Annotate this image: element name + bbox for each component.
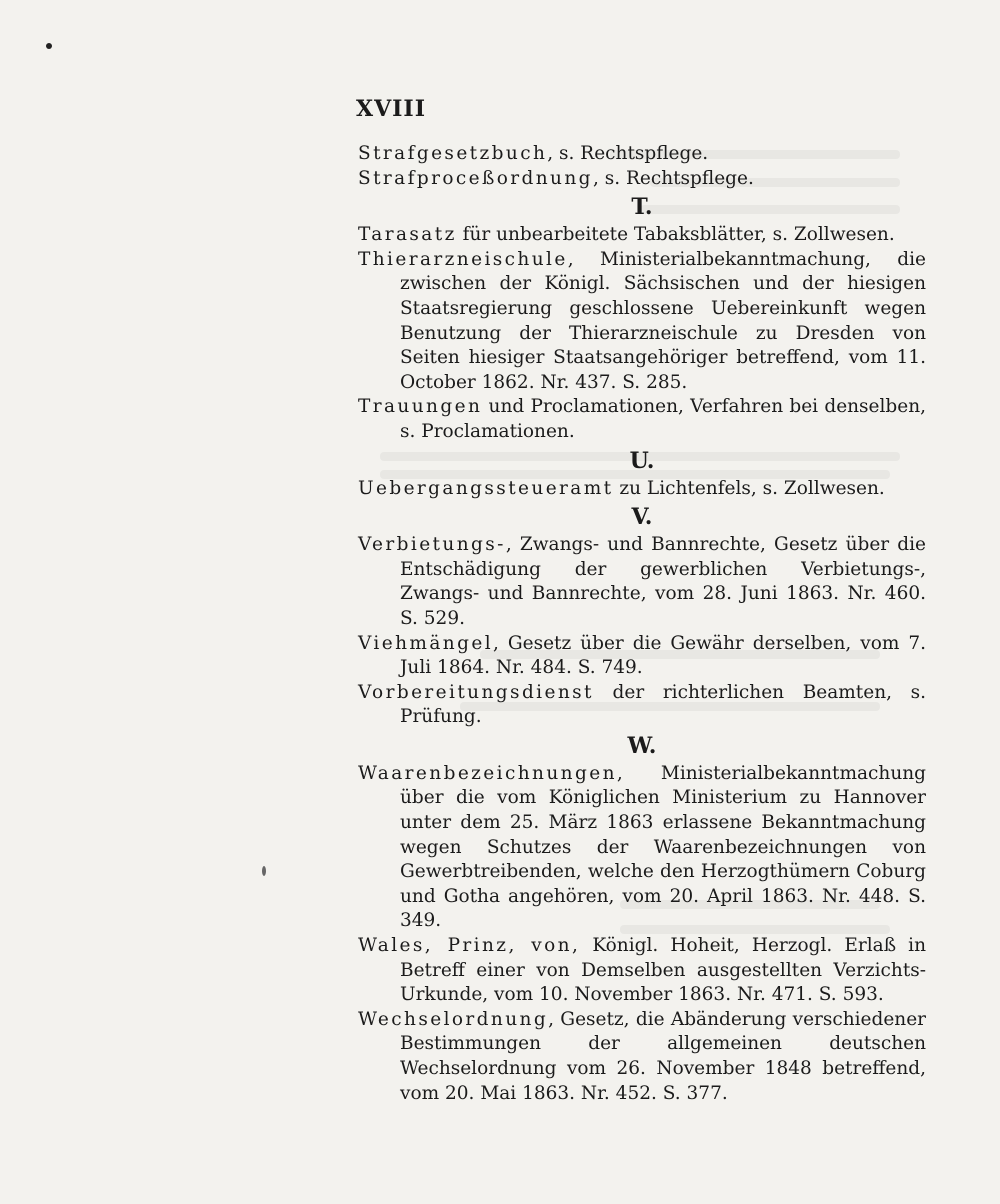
- entry-lemma: Wechselordnung: [358, 1008, 549, 1030]
- section-letter-heading: V.: [631, 504, 653, 531]
- index-content: [358, 142, 926, 1106]
- entry-lemma: Verbietungs-: [358, 534, 506, 556]
- index-entry: [358, 934, 926, 1008]
- entry-text: der richterlichen Beamten, s. Prüfung.: [400, 681, 926, 728]
- index-entry: [358, 762, 926, 934]
- entry-text: und Proclamationen, Verfahren bei denselben, s. Proclamationen.: [400, 396, 926, 442]
- entry-text: , Ministerialbekanntmachung, die zwischen der Königl. Sächsischen und der hiesigen Staatsregierung geschlossene Uebereinkunft wegen Benutzung der Thierarzneischule zu Dresden von Seiten hiesiger Staatsangehöriger betreffend, vom 11. October 1862. Nr. 437. S. 285.: [400, 248, 926, 393]
- index-entry: [358, 223, 926, 248]
- section-letter-heading: U.: [629, 447, 655, 474]
- index-section: [358, 447, 926, 502]
- section-letter-heading: W.: [627, 732, 657, 759]
- entry-lemma: Vorbereitungsdienst: [358, 681, 594, 703]
- entry-text: , s. Rechtspflege.: [592, 167, 754, 189]
- entry-text: , Zwangs- und Bannrechte, Gesetz über die Entschädigung der gewerblichen Verbietungs-, Zwangs- und Bannrechte, vom 28. Juni 1863. Nr. 460. S. 529.: [400, 534, 926, 629]
- index-entry: [358, 167, 926, 192]
- entry-text: , Gesetz über die Gewähr derselben, vom 7. Juli 1864. Nr. 484. S. 749.: [400, 632, 926, 679]
- page-number: XVIII: [356, 96, 427, 122]
- ink-speck: [262, 866, 266, 876]
- entry-lemma: Viehmängel: [358, 632, 494, 654]
- index-entry: [358, 681, 926, 730]
- entry-text: zu Lichtenfels, s. Zollwesen.: [613, 477, 885, 499]
- entry-lemma: Waarenbezeichnungen: [358, 762, 617, 784]
- index-entry: [358, 142, 926, 167]
- index-section: [358, 193, 926, 444]
- entry-text: , Gesetz, die Abänderung verschiedener Bestimmungen der allgemeinen deutschen Wechselordnung vom 26. November 1848 betreffend, vom 20. Mai 1863. Nr. 452. S. 377.: [400, 1008, 926, 1104]
- ink-speck: [46, 43, 52, 49]
- entry-text: , s. Rechtspflege.: [547, 143, 709, 164]
- entry-lemma: Wales, Prinz, von,: [358, 935, 581, 957]
- entry-text: für unbearbeitete Tabaksblätter, s. Zollwesen.: [456, 224, 895, 246]
- index-entry: [358, 477, 926, 502]
- entry-text: Königl. Hoheit, Herzogl. Erlaß in Betreff einer von Demselben ausgestellten Verzichts-Urkunde, vom 10. November 1863. Nr. 471. S. 593.: [400, 935, 926, 1006]
- entry-lemma: Strafgesetzbuch: [358, 143, 548, 164]
- index-section: [358, 503, 926, 730]
- entry-lemma: Tarasatz: [358, 224, 457, 246]
- entry-lemma: Uebergangssteueramt: [358, 477, 614, 499]
- entry-text: , Ministerialbekanntmachung über die vom Königlichen Ministerium zu Hannover unter dem 25. März 1863 erlassene Bekanntmachung wegen Schutzes der Waarenbezeichnungen von Gewerbtreibenden, welche den Herzogthümern Coburg und Gotha angehören, vom 20. April 1863. Nr. 448. S. 349.: [400, 762, 926, 932]
- index-entry: [358, 395, 926, 444]
- entry-lemma: Thierarzneischule: [358, 248, 568, 270]
- entry-lemma: Strafproceßordnung: [358, 167, 593, 189]
- section-letter-heading: T.: [631, 194, 653, 221]
- index-entry: [358, 533, 926, 631]
- index-entry: [358, 1008, 926, 1106]
- index-section: [358, 732, 926, 1106]
- index-section: [358, 142, 926, 191]
- index-entry: [358, 248, 926, 396]
- entry-lemma: Trauungen: [358, 396, 483, 418]
- index-entry: [358, 632, 926, 681]
